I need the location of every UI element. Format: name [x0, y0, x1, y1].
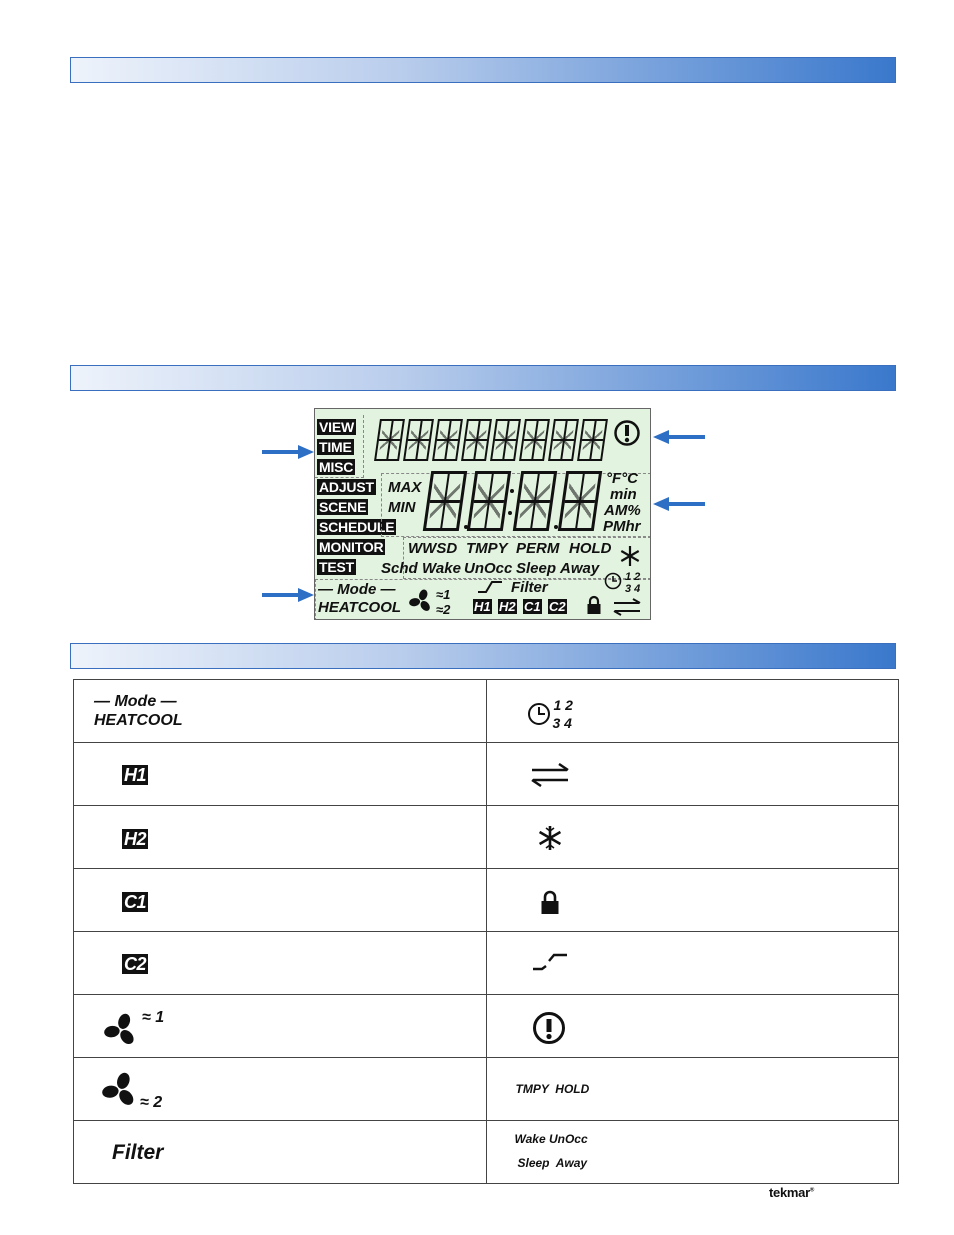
table-cell	[486, 932, 899, 995]
lcd-max-label: MAX	[388, 479, 422, 496]
lock-icon	[586, 595, 602, 615]
table-row	[74, 680, 899, 743]
lcd-menu-monitor: MONITOR	[319, 539, 384, 555]
table-cell	[486, 806, 899, 869]
lcd-menu-test: TEST	[319, 559, 354, 575]
table-row	[74, 932, 899, 995]
filter-label: Filter	[112, 1141, 164, 1164]
arrow-right-icon	[262, 587, 314, 603]
filter-step-icon	[532, 952, 568, 972]
event-numbers-bottom: 3 4	[552, 715, 572, 731]
fan-speed-1-label: ≈ 1	[142, 1009, 165, 1026]
lcd-menu-time: TIME	[319, 439, 352, 455]
lcd-fan-speed-2: ≈2	[436, 602, 451, 617]
lcd-unit-pm-hr: PMhr	[603, 518, 641, 535]
clock-icon	[527, 702, 551, 726]
fan-icon	[102, 1072, 138, 1108]
lcd-display	[314, 408, 651, 620]
warning-icon	[613, 419, 641, 447]
arrow-left-icon	[653, 429, 705, 445]
section-header-bar-3	[70, 643, 896, 669]
table-cell	[486, 995, 899, 1058]
table-row	[74, 806, 899, 869]
lcd-menu-scene: SCENE	[319, 499, 367, 515]
lcd-heatcool-label: HEATCOOL	[318, 599, 402, 616]
mode-label: — Mode —	[94, 693, 177, 710]
lcd-fan-speed-1: ≈1	[436, 587, 451, 602]
lcd-mode-label: — Mode —	[318, 581, 396, 598]
fan-icon	[409, 589, 433, 613]
lcd-menu-schedule: SCHEDULE	[319, 519, 395, 535]
lcd-stage-c2: C2	[549, 599, 566, 614]
registered-mark: ®	[809, 1187, 814, 1194]
fan-speed-2-label: ≈ 2	[140, 1094, 163, 1111]
section-header-bar-1	[70, 57, 896, 83]
lcd-min-label: MIN	[388, 499, 416, 516]
tekmar-logo	[769, 1185, 814, 1200]
table-cell	[486, 1121, 899, 1184]
clock-icon	[604, 572, 622, 590]
lcd-small-digit	[374, 419, 405, 461]
stage-h2-symbol: H2	[124, 829, 147, 849]
lcd-unit-am-percent: AM%	[604, 502, 641, 519]
arrow-right-icon	[262, 444, 314, 460]
symbol-table	[73, 679, 899, 1184]
snowflake-icon	[537, 825, 563, 851]
table-row	[74, 743, 899, 806]
lcd-schedule-sleep: Sleep	[516, 560, 557, 577]
lcd-small-digit	[548, 419, 579, 461]
table-cell	[74, 995, 487, 1058]
table-cell	[74, 932, 487, 995]
lcd-schedule-schd: Schd	[381, 560, 418, 577]
event-numbers-top: 1 2	[553, 697, 573, 713]
stage-c1-symbol: C1	[124, 892, 147, 912]
lcd-status-wwsd: WWSD	[408, 540, 458, 557]
exchange-arrows-icon	[530, 763, 570, 787]
table-cell	[74, 806, 487, 869]
table-row	[74, 1121, 899, 1184]
lcd-small-digit	[490, 419, 521, 461]
lcd-unit-temperature: °F°C	[606, 470, 638, 487]
lcd-status-tmpy: TMPY	[466, 540, 508, 557]
table-cell	[74, 743, 487, 806]
lcd-schedule-wake: Wake	[422, 560, 461, 577]
lcd-small-digit	[461, 419, 492, 461]
lcd-zone-border	[315, 415, 364, 478]
fan-icon	[104, 1013, 138, 1047]
heatcool-label: HEATCOOL	[94, 712, 183, 729]
lcd-menu-adjust: ADJUST	[319, 479, 374, 495]
snowflake-icon	[619, 545, 641, 567]
tmpy-hold-label: TMPY HOLD	[515, 1082, 590, 1096]
table-cell	[486, 743, 899, 806]
stage-c2-symbol: C2	[124, 954, 147, 974]
lcd-schedule-unocc: UnOcc	[464, 560, 513, 577]
lcd-status-perm: PERM	[516, 540, 560, 557]
lcd-event-numbers-top: 1 2	[625, 571, 641, 583]
lcd-filter-label: Filter	[511, 579, 548, 596]
lcd-small-digit	[432, 419, 463, 461]
lcd-menu-misc: MISC	[319, 459, 354, 475]
table-cell	[486, 1058, 899, 1121]
lcd-menu-view: VIEW	[319, 419, 354, 435]
lcd-unit-min: min	[610, 486, 637, 503]
lcd-status-hold: HOLD	[569, 540, 612, 557]
lcd-stage-h2: H2	[499, 599, 516, 614]
lock-icon	[540, 889, 560, 915]
table-row	[74, 1058, 899, 1121]
lcd-colon-dot	[510, 489, 514, 493]
lcd-small-digit	[519, 419, 550, 461]
stage-h1-symbol: H1	[124, 765, 147, 785]
sleep-away-label: Sleep Away	[517, 1156, 588, 1170]
table-cell	[486, 680, 899, 743]
lcd-schedule-away: Away	[560, 560, 600, 577]
lcd-stage-c1: C1	[524, 599, 541, 614]
lcd-colon-dot	[508, 511, 512, 515]
table-cell	[74, 1121, 487, 1184]
table-cell	[74, 680, 487, 743]
lcd-stage-h1: H1	[474, 599, 491, 614]
table-cell	[486, 869, 899, 932]
wake-unocc-label: Wake UnOcc	[514, 1132, 588, 1146]
arrow-left-icon	[653, 496, 705, 512]
exchange-arrows-icon	[612, 598, 642, 616]
logo-text: tekmar	[769, 1185, 810, 1200]
section-header-bar-2	[70, 365, 896, 391]
table-cell	[74, 869, 487, 932]
lcd-small-digit	[577, 419, 608, 461]
lcd-small-digit	[403, 419, 434, 461]
table-row	[74, 869, 899, 932]
table-cell	[74, 1058, 487, 1121]
table-row	[74, 995, 899, 1058]
warning-icon	[532, 1011, 566, 1045]
filter-step-icon	[477, 580, 503, 594]
lcd-event-numbers-bottom: 3 4	[625, 583, 641, 595]
